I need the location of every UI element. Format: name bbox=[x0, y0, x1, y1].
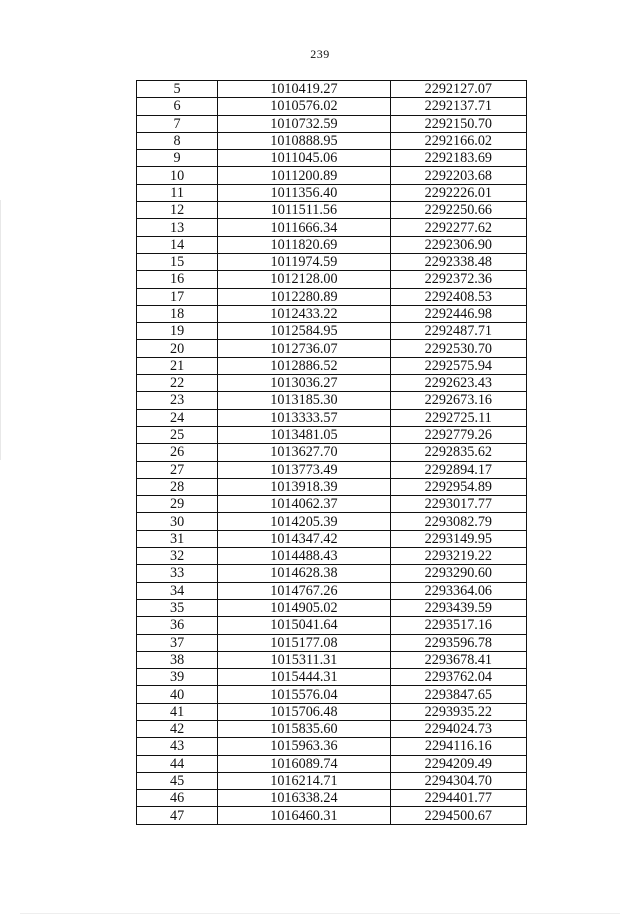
point-number-cell: 38 bbox=[137, 651, 218, 668]
x-coordinate-cell: 1015963.36 bbox=[218, 738, 390, 755]
table-row bbox=[137, 669, 527, 686]
y-coordinate-cell: 2293219.22 bbox=[390, 548, 526, 565]
point-number-cell: 8 bbox=[137, 132, 218, 149]
table-row bbox=[137, 323, 527, 340]
point-number-cell: 24 bbox=[137, 409, 218, 426]
x-coordinate-cell: 1011511.56 bbox=[218, 202, 390, 219]
table-row bbox=[137, 772, 527, 789]
x-coordinate-cell: 1013773.49 bbox=[218, 461, 390, 478]
point-number-cell: 44 bbox=[137, 755, 218, 772]
y-coordinate-cell: 2292183.69 bbox=[390, 150, 526, 167]
y-coordinate-cell: 2293149.95 bbox=[390, 530, 526, 547]
point-number-cell: 9 bbox=[137, 150, 218, 167]
table-row bbox=[137, 236, 527, 253]
point-number-cell: 21 bbox=[137, 357, 218, 374]
table-row bbox=[137, 98, 527, 115]
y-coordinate-cell: 2293290.60 bbox=[390, 565, 526, 582]
x-coordinate-cell: 1011820.69 bbox=[218, 236, 390, 253]
table-row bbox=[137, 686, 527, 703]
table-row bbox=[137, 617, 527, 634]
x-coordinate-cell: 1013333.57 bbox=[218, 409, 390, 426]
y-coordinate-cell: 2292408.53 bbox=[390, 288, 526, 305]
point-number-cell: 16 bbox=[137, 271, 218, 288]
table-row bbox=[137, 219, 527, 236]
y-coordinate-cell: 2294024.73 bbox=[390, 720, 526, 737]
y-coordinate-cell: 2294304.70 bbox=[390, 772, 526, 789]
table-row bbox=[137, 461, 527, 478]
table-row bbox=[137, 582, 527, 599]
point-number-cell: 47 bbox=[137, 807, 218, 824]
coordinates-table-body bbox=[137, 81, 527, 825]
x-coordinate-cell: 1016338.24 bbox=[218, 790, 390, 807]
table-row bbox=[137, 375, 527, 392]
y-coordinate-cell: 2292446.98 bbox=[390, 305, 526, 322]
y-coordinate-cell: 2293596.78 bbox=[390, 634, 526, 651]
y-coordinate-cell: 2292835.62 bbox=[390, 444, 526, 461]
point-number-cell: 31 bbox=[137, 530, 218, 547]
point-number-cell: 15 bbox=[137, 253, 218, 270]
page-edge-shadow bbox=[0, 200, 1, 460]
point-number-cell: 5 bbox=[137, 81, 218, 98]
x-coordinate-cell: 1010888.95 bbox=[218, 132, 390, 149]
point-number-cell: 36 bbox=[137, 617, 218, 634]
coordinates-table bbox=[136, 80, 527, 825]
table-row bbox=[137, 253, 527, 270]
page-number: 239 bbox=[310, 47, 330, 61]
point-number-cell: 17 bbox=[137, 288, 218, 305]
x-coordinate-cell: 1015041.64 bbox=[218, 617, 390, 634]
x-coordinate-cell: 1014347.42 bbox=[218, 530, 390, 547]
table-row bbox=[137, 409, 527, 426]
x-coordinate-cell: 1014628.38 bbox=[218, 565, 390, 582]
y-coordinate-cell: 2294209.49 bbox=[390, 755, 526, 772]
table-row bbox=[137, 81, 527, 98]
table-row bbox=[137, 755, 527, 772]
y-coordinate-cell: 2293762.04 bbox=[390, 669, 526, 686]
table-row bbox=[137, 202, 527, 219]
y-coordinate-cell: 2292894.17 bbox=[390, 461, 526, 478]
table-row bbox=[137, 565, 527, 582]
page-bottom-edge bbox=[20, 913, 620, 914]
point-number-cell: 10 bbox=[137, 167, 218, 184]
table-row bbox=[137, 288, 527, 305]
y-coordinate-cell: 2292673.16 bbox=[390, 392, 526, 409]
point-number-cell: 35 bbox=[137, 599, 218, 616]
table-row bbox=[137, 720, 527, 737]
x-coordinate-cell: 1015177.08 bbox=[218, 634, 390, 651]
x-coordinate-cell: 1010419.27 bbox=[218, 81, 390, 98]
x-coordinate-cell: 1013185.30 bbox=[218, 392, 390, 409]
point-number-cell: 41 bbox=[137, 703, 218, 720]
x-coordinate-cell: 1015576.04 bbox=[218, 686, 390, 703]
table-row bbox=[137, 703, 527, 720]
x-coordinate-cell: 1013036.27 bbox=[218, 375, 390, 392]
table-row bbox=[137, 530, 527, 547]
point-number-cell: 33 bbox=[137, 565, 218, 582]
y-coordinate-cell: 2292575.94 bbox=[390, 357, 526, 374]
point-number-cell: 37 bbox=[137, 634, 218, 651]
y-coordinate-cell: 2292725.11 bbox=[390, 409, 526, 426]
table-row bbox=[137, 599, 527, 616]
x-coordinate-cell: 1014905.02 bbox=[218, 599, 390, 616]
table-row bbox=[137, 548, 527, 565]
point-number-cell: 14 bbox=[137, 236, 218, 253]
point-number-cell: 12 bbox=[137, 202, 218, 219]
x-coordinate-cell: 1015444.31 bbox=[218, 669, 390, 686]
y-coordinate-cell: 2292372.36 bbox=[390, 271, 526, 288]
point-number-cell: 27 bbox=[137, 461, 218, 478]
table-row bbox=[137, 271, 527, 288]
y-coordinate-cell: 2292954.89 bbox=[390, 478, 526, 495]
y-coordinate-cell: 2292127.07 bbox=[390, 81, 526, 98]
x-coordinate-cell: 1011666.34 bbox=[218, 219, 390, 236]
table-row bbox=[137, 634, 527, 651]
x-coordinate-cell: 1014205.39 bbox=[218, 513, 390, 530]
x-coordinate-cell: 1015706.48 bbox=[218, 703, 390, 720]
y-coordinate-cell: 2292137.71 bbox=[390, 98, 526, 115]
y-coordinate-cell: 2292306.90 bbox=[390, 236, 526, 253]
table-row bbox=[137, 132, 527, 149]
point-number-cell: 25 bbox=[137, 426, 218, 443]
y-coordinate-cell: 2293935.22 bbox=[390, 703, 526, 720]
table-row bbox=[137, 150, 527, 167]
table-row bbox=[137, 513, 527, 530]
y-coordinate-cell: 2294401.77 bbox=[390, 790, 526, 807]
table-row bbox=[137, 340, 527, 357]
y-coordinate-cell: 2292250.66 bbox=[390, 202, 526, 219]
y-coordinate-cell: 2293017.77 bbox=[390, 496, 526, 513]
point-number-cell: 7 bbox=[137, 115, 218, 132]
y-coordinate-cell: 2294500.67 bbox=[390, 807, 526, 824]
x-coordinate-cell: 1014488.43 bbox=[218, 548, 390, 565]
table-row bbox=[137, 184, 527, 201]
y-coordinate-cell: 2292203.68 bbox=[390, 167, 526, 184]
table-row bbox=[137, 496, 527, 513]
point-number-cell: 32 bbox=[137, 548, 218, 565]
y-coordinate-cell: 2292226.01 bbox=[390, 184, 526, 201]
point-number-cell: 30 bbox=[137, 513, 218, 530]
y-coordinate-cell: 2292779.26 bbox=[390, 426, 526, 443]
table-row bbox=[137, 426, 527, 443]
point-number-cell: 28 bbox=[137, 478, 218, 495]
table-row bbox=[137, 357, 527, 374]
x-coordinate-cell: 1012280.89 bbox=[218, 288, 390, 305]
point-number-cell: 45 bbox=[137, 772, 218, 789]
x-coordinate-cell: 1013481.05 bbox=[218, 426, 390, 443]
x-coordinate-cell: 1012128.00 bbox=[218, 271, 390, 288]
y-coordinate-cell: 2292166.02 bbox=[390, 132, 526, 149]
table-row bbox=[137, 738, 527, 755]
point-number-cell: 11 bbox=[137, 184, 218, 201]
point-number-cell: 19 bbox=[137, 323, 218, 340]
point-number-cell: 20 bbox=[137, 340, 218, 357]
x-coordinate-cell: 1012736.07 bbox=[218, 340, 390, 357]
y-coordinate-cell: 2293847.65 bbox=[390, 686, 526, 703]
x-coordinate-cell: 1012433.22 bbox=[218, 305, 390, 322]
y-coordinate-cell: 2293364.06 bbox=[390, 582, 526, 599]
table-row bbox=[137, 167, 527, 184]
y-coordinate-cell: 2293517.16 bbox=[390, 617, 526, 634]
point-number-cell: 34 bbox=[137, 582, 218, 599]
y-coordinate-cell: 2292338.48 bbox=[390, 253, 526, 270]
y-coordinate-cell: 2293082.79 bbox=[390, 513, 526, 530]
y-coordinate-cell: 2292277.62 bbox=[390, 219, 526, 236]
x-coordinate-cell: 1010732.59 bbox=[218, 115, 390, 132]
x-coordinate-cell: 1011200.89 bbox=[218, 167, 390, 184]
point-number-cell: 6 bbox=[137, 98, 218, 115]
point-number-cell: 46 bbox=[137, 790, 218, 807]
x-coordinate-cell: 1014767.26 bbox=[218, 582, 390, 599]
point-number-cell: 23 bbox=[137, 392, 218, 409]
table-row bbox=[137, 444, 527, 461]
x-coordinate-cell: 1013918.39 bbox=[218, 478, 390, 495]
x-coordinate-cell: 1013627.70 bbox=[218, 444, 390, 461]
point-number-cell: 43 bbox=[137, 738, 218, 755]
point-number-cell: 40 bbox=[137, 686, 218, 703]
x-coordinate-cell: 1016460.31 bbox=[218, 807, 390, 824]
table-row bbox=[137, 115, 527, 132]
table-row bbox=[137, 305, 527, 322]
y-coordinate-cell: 2292487.71 bbox=[390, 323, 526, 340]
point-number-cell: 13 bbox=[137, 219, 218, 236]
point-number-cell: 42 bbox=[137, 720, 218, 737]
table-row bbox=[137, 478, 527, 495]
x-coordinate-cell: 1011974.59 bbox=[218, 253, 390, 270]
x-coordinate-cell: 1015835.60 bbox=[218, 720, 390, 737]
point-number-cell: 22 bbox=[137, 375, 218, 392]
x-coordinate-cell: 1011356.40 bbox=[218, 184, 390, 201]
x-coordinate-cell: 1016089.74 bbox=[218, 755, 390, 772]
y-coordinate-cell: 2292623.43 bbox=[390, 375, 526, 392]
table-row bbox=[137, 392, 527, 409]
point-number-cell: 26 bbox=[137, 444, 218, 461]
point-number-cell: 18 bbox=[137, 305, 218, 322]
x-coordinate-cell: 1016214.71 bbox=[218, 772, 390, 789]
y-coordinate-cell: 2292150.70 bbox=[390, 115, 526, 132]
x-coordinate-cell: 1010576.02 bbox=[218, 98, 390, 115]
x-coordinate-cell: 1012886.52 bbox=[218, 357, 390, 374]
y-coordinate-cell: 2294116.16 bbox=[390, 738, 526, 755]
table-row bbox=[137, 790, 527, 807]
point-number-cell: 39 bbox=[137, 669, 218, 686]
x-coordinate-cell: 1011045.06 bbox=[218, 150, 390, 167]
x-coordinate-cell: 1015311.31 bbox=[218, 651, 390, 668]
y-coordinate-cell: 2293439.59 bbox=[390, 599, 526, 616]
x-coordinate-cell: 1012584.95 bbox=[218, 323, 390, 340]
y-coordinate-cell: 2292530.70 bbox=[390, 340, 526, 357]
table-row bbox=[137, 651, 527, 668]
table-row bbox=[137, 807, 527, 824]
y-coordinate-cell: 2293678.41 bbox=[390, 651, 526, 668]
point-number-cell: 29 bbox=[137, 496, 218, 513]
x-coordinate-cell: 1014062.37 bbox=[218, 496, 390, 513]
